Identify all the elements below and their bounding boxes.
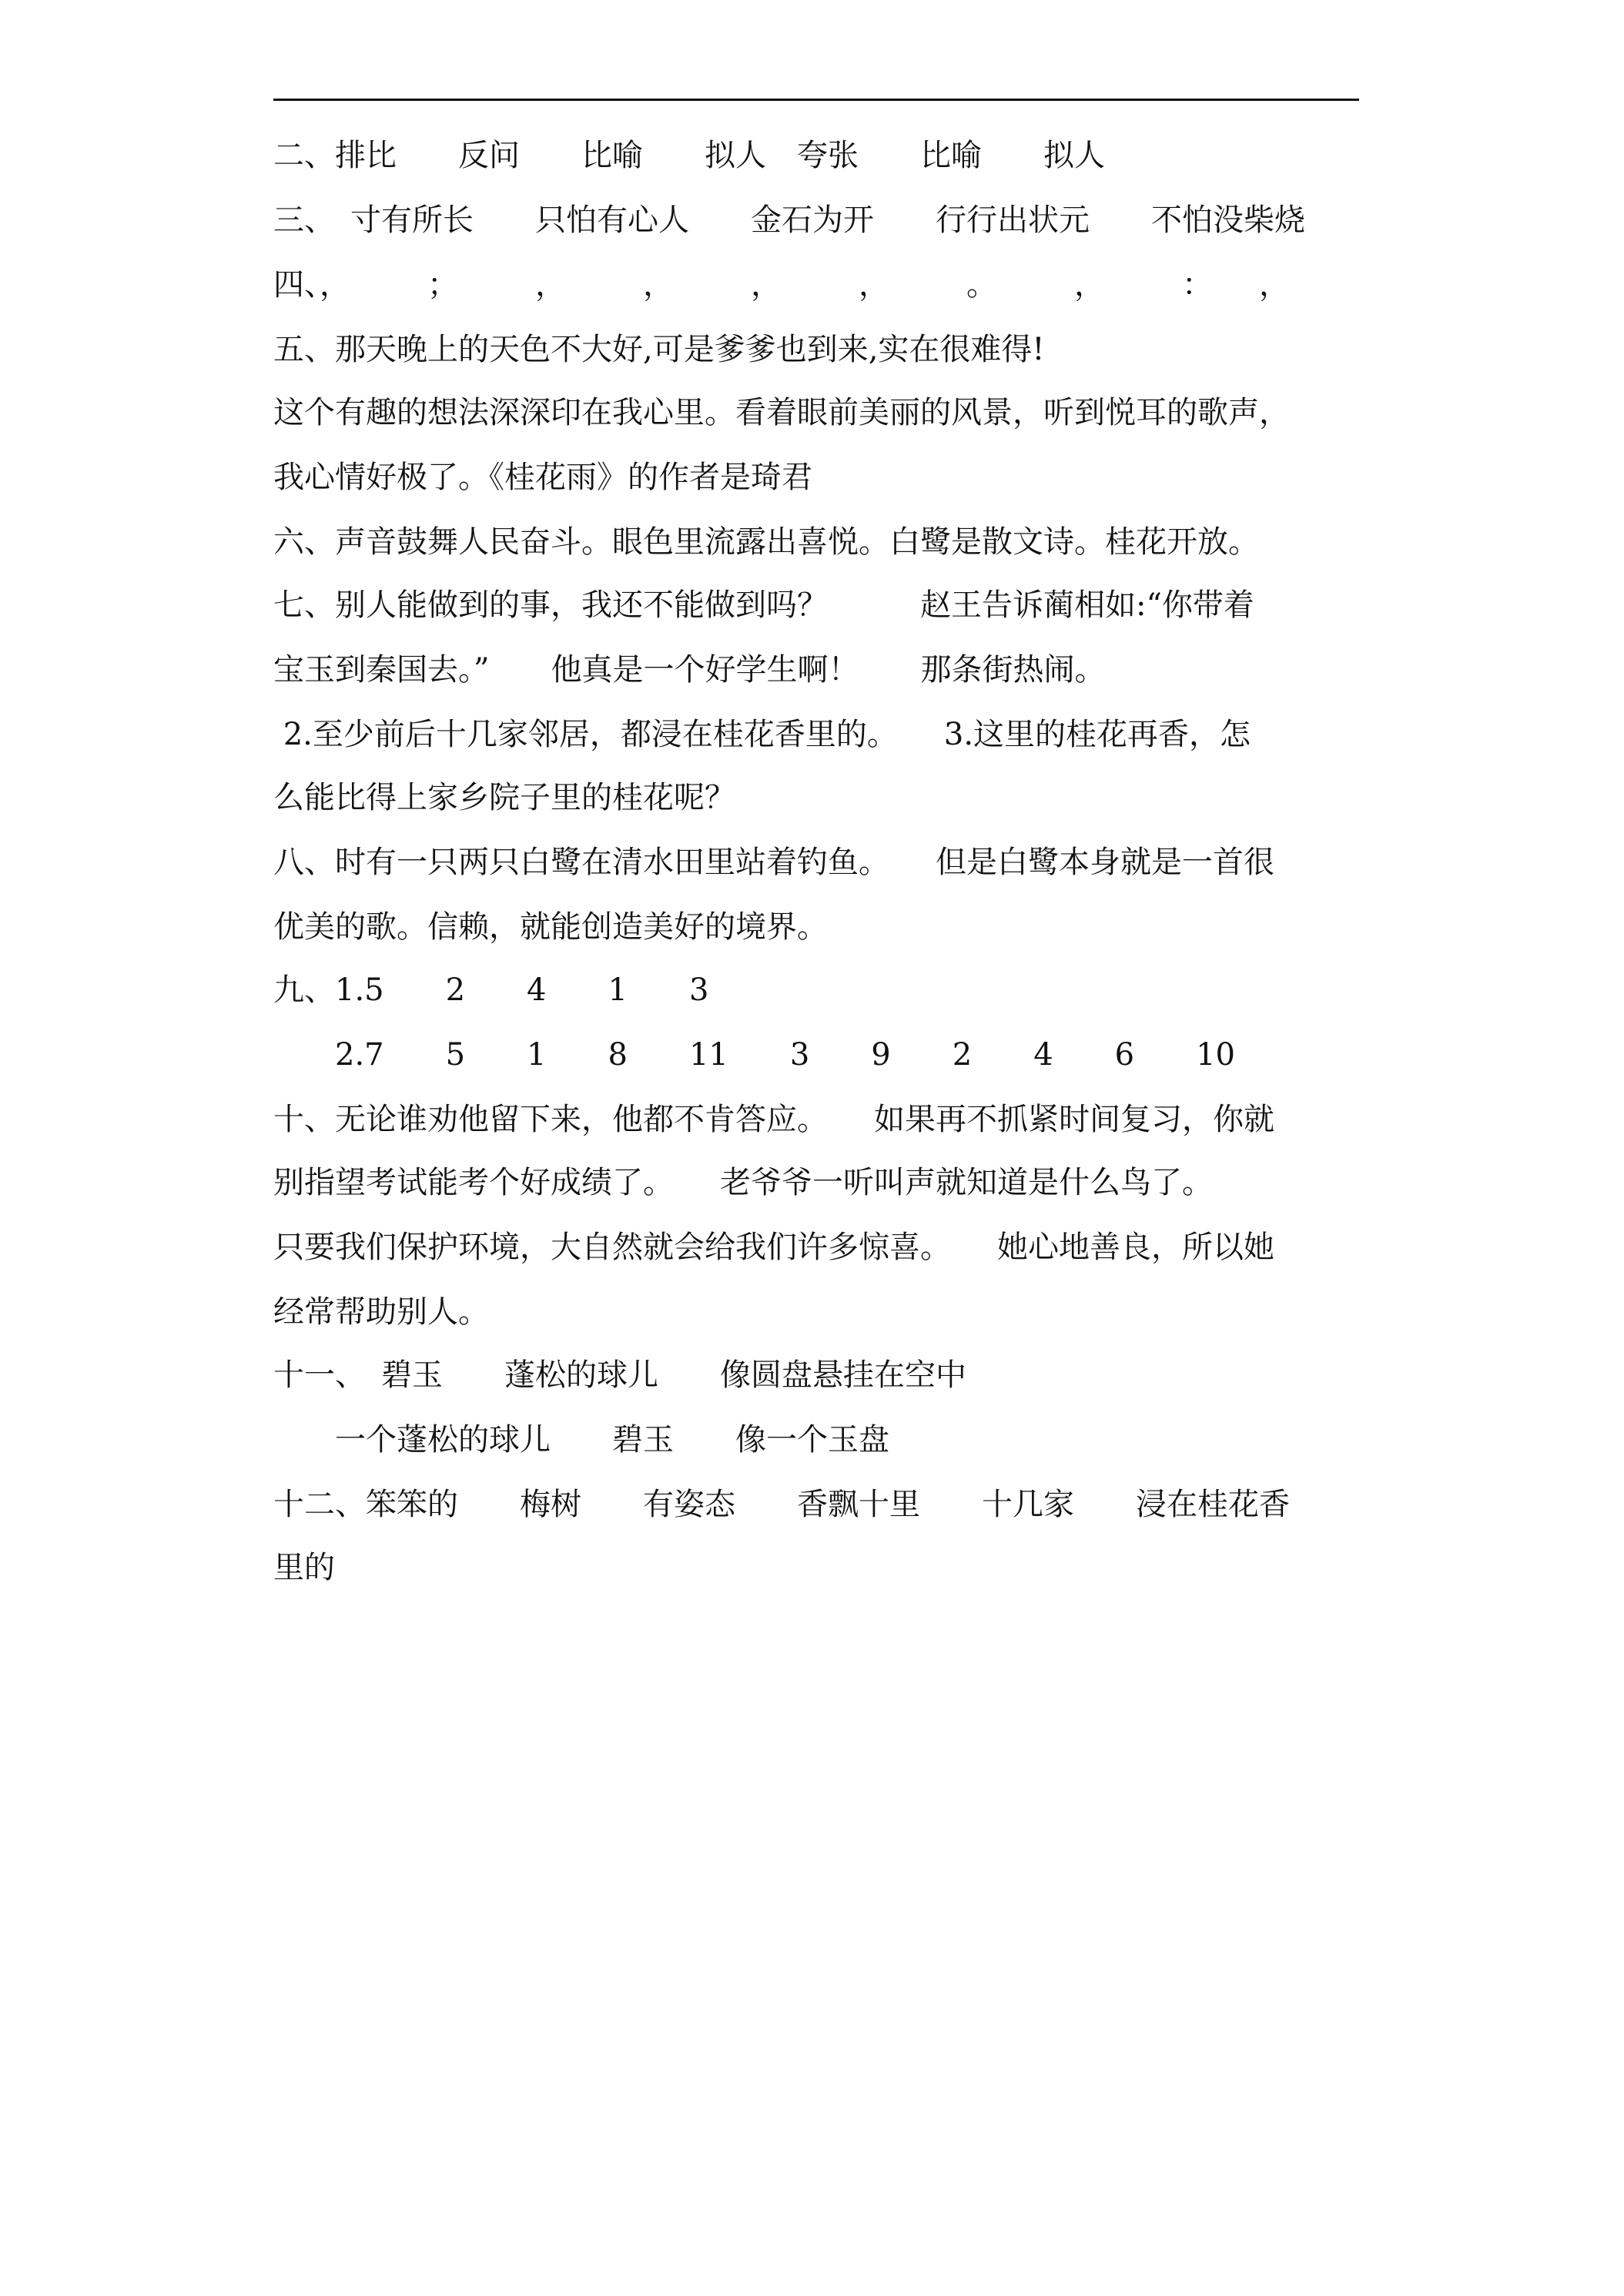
answer-line-1: 二、排比 反问 比喻 拟人 夸张 比喻 拟人 bbox=[273, 138, 1105, 173]
answer-line-7: 六、声音鼓舞人民奋斗。眼色里流露出喜悦。白鹭是散文诗。桂花开放。 bbox=[273, 524, 1259, 560]
answer-line-13: 优美的歌。信赖，就能创造美好的境界。 bbox=[273, 909, 828, 945]
answer-line-21: 一个蓬松的球儿 碧玉 像一个玉盘 bbox=[273, 1422, 889, 1458]
answer-line-4: 五、那天晚上的天色不大好,可是爹爹也到来,实在很难得! bbox=[273, 332, 1045, 367]
answer-line-11: 么能比得上家乡院子里的桂花呢？ bbox=[273, 780, 735, 815]
answer-line-12: 八、时有一只两只白鹭在清水田里站着钓鱼。 但是白鹭本身就是一首很 bbox=[273, 845, 1274, 880]
answer-line-14: 九、1.5 2 4 1 3 bbox=[273, 972, 709, 1008]
answer-line-2: 三、 寸有所长 只怕有心人 金石为开 行行出状元 不怕没柴烧 bbox=[273, 202, 1305, 238]
answer-line-9: 宝玉到秦国去。” 他真是一个好学生啊！ 那条街热闹。 bbox=[273, 652, 1106, 688]
header-rule bbox=[273, 99, 1359, 101]
answer-line-18: 只要我们保护环境，大自然就会给我们许多惊喜。 她心地善良，所以她 bbox=[273, 1230, 1274, 1265]
answer-line-15: 2.7 5 1 8 11 3 9 2 4 6 10 bbox=[273, 1037, 1236, 1073]
answer-line-22: 十二、笨笨的 梅树 有姿态 香飘十里 十几家 浸在桂花香 bbox=[273, 1487, 1290, 1522]
answer-line-10: 2.至少前后十几家邻居，都浸在桂花香里的。 3.这里的桂花再香，怎 bbox=[273, 717, 1251, 752]
answer-line-8: 七、别人能做到的事，我还不能做到吗？ 赵王告诉蔺相如:“你带着 bbox=[273, 587, 1254, 623]
answer-line-6: 我心情好极了。《桂花雨》的作者是琦君 bbox=[273, 460, 812, 495]
answer-line-16: 十、无论谁劝他留下来，他都不肯答应。 如果再不抓紧时间复习，你就 bbox=[273, 1102, 1274, 1137]
answer-line-19: 经常帮助别人。 bbox=[273, 1294, 489, 1330]
answer-line-17: 别指望考试能考个好成绩了。 老爷爷一听叫声就知道是什么鸟了。 bbox=[273, 1165, 1213, 1200]
answer-line-20: 十一、 碧玉 蓬松的球儿 像圆盘悬挂在空中 bbox=[273, 1357, 966, 1393]
answer-line-5: 这个有趣的想法深深印在我心里。看着眼前美丽的风景，听到悦耳的歌声， bbox=[273, 395, 1290, 430]
answer-line-3: 四、， ； ， ， ， ， 。 ， ： ， bbox=[273, 267, 1290, 303]
answer-line-23: 里的 bbox=[273, 1550, 335, 1585]
